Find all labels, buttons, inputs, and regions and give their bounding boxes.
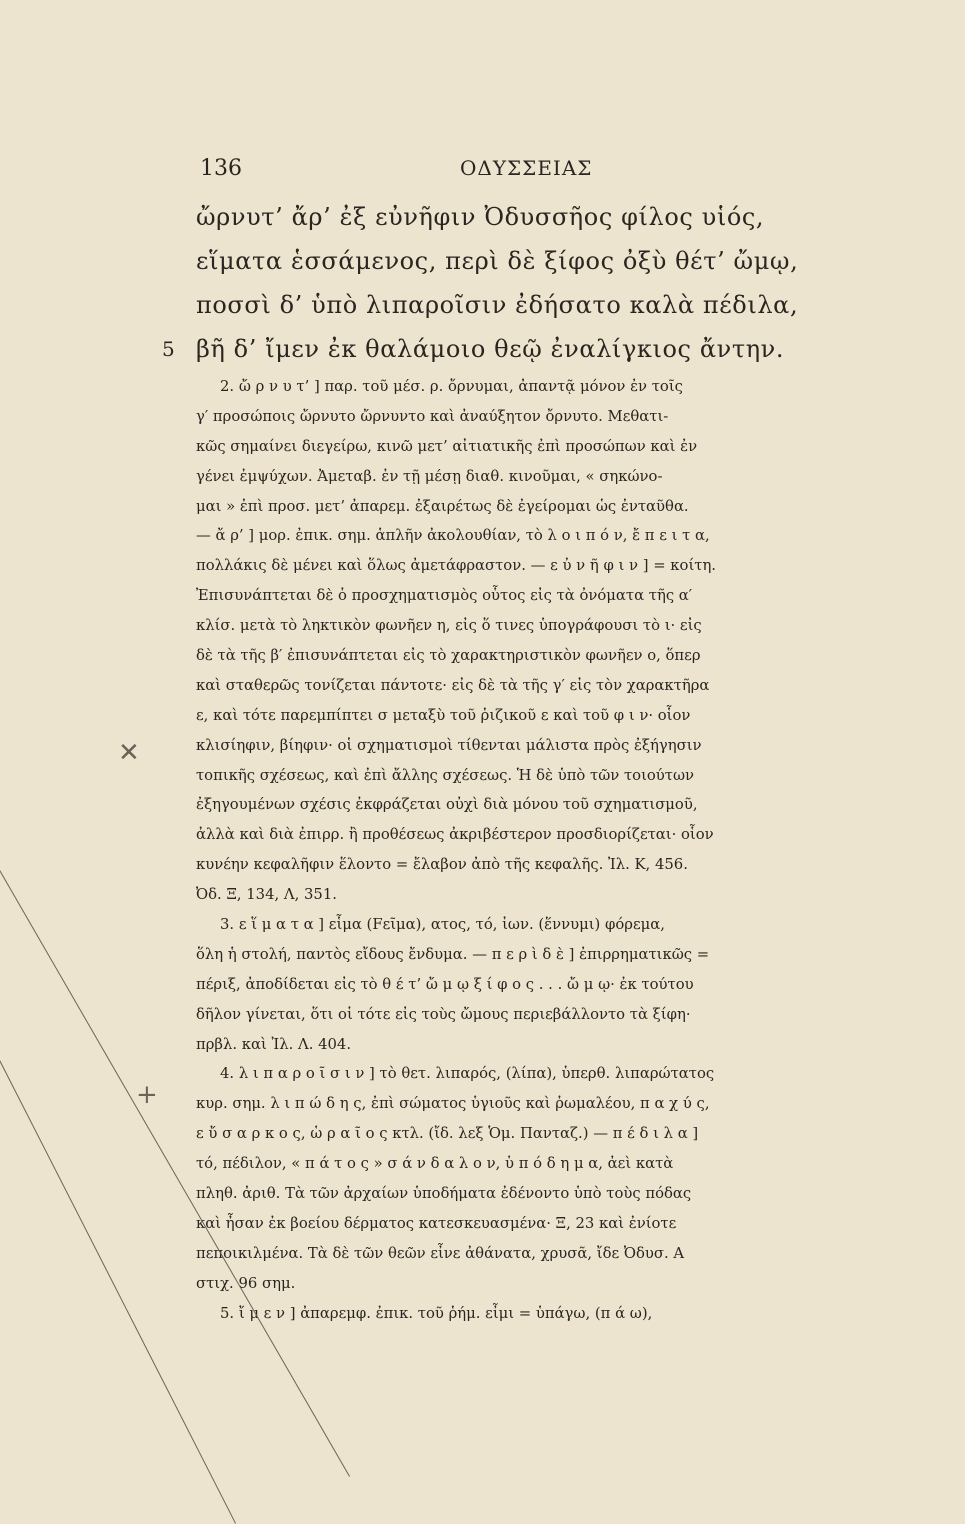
verse-line [196,239,861,283]
commentary-line: πεποικιλμένα. Τὰ δὲ τῶν θεῶν εἶνε ἀθάνατα, χρυσᾶ, ἴδε Ὀδυσ. Α [196,1244,685,1262]
verse-text: εἵματα ἑσσάμενος, περὶ δὲ ξίφος ὀξὺ θέτ’ ὤμῳ, [196,247,799,275]
commentary-line: 4. λ ι π α ρ ο ῖ σ ι ν ] τὸ θετ. λιπαρός, (λίπα), ὑπερθ. λιπαρώτατος [220,1065,715,1083]
commentary-line: τοπικῆς σχέσεως, καὶ ἐπὶ ἄλλης σχέσεως. Ἡ δὲ ὑπὸ τῶν τοιούτων [196,766,695,784]
verse-line [196,283,861,327]
commentary-line: 2. ὤ ρ ν υ τ’ ] παρ. τοῦ μέσ. ρ. ὄρνυμαι, ἀπαντᾷ μόνον ἐν τοῖς [220,378,683,395]
page-number: 136 [200,156,242,181]
margin-plus-mark: + [136,1080,158,1110]
running-title: ΟΔΥΣΣΕΙΑΣ [460,156,593,180]
commentary-line: δῆλον γίνεται, ὅτι οἱ τότε εἰς τοὺς ὤμους περιεβάλλοντο τὰ ξίφη· [196,1005,691,1023]
commentary-line: ἀλλὰ καὶ διὰ ἐπιρρ. ἢ προθέσεως ἀκριβέστερον προσδιορίζεται· οἷον [196,826,714,844]
page-header [200,156,855,186]
verse-number: 5 [162,337,176,361]
commentary-line: καὶ σταθερῶς τονίζεται πάντοτε· εἰς δὲ τὰ τῆς γ′ εἰς τὸν χαρακτῆρα [196,676,710,694]
commentary-line: 5. ἴ μ ε ν ] ἀπαρεμφ. ἐπικ. τοῦ ῥήμ. εἶμι = ὑπάγω, (π ά ω), [220,1304,653,1322]
commentary-line: 3. ε ἵ μ α τ α ] εἷμα (Fεῖμα), ατος, τό, ἰων. (ἕννυμι) φόρεμα, [220,916,665,934]
commentary-line: ἐξηγουμένων σχέσις ἐκφράζεται οὐχὶ διὰ μόνου τοῦ σχηματισμοῦ, [196,796,698,814]
verse-text: βῆ δ’ ἴμεν ἐκ θαλάμοιο θεῷ ἐναλίγκιος ἄντην. [196,335,785,363]
verse-text: ὤρνυτ’ ἄρ’ ἐξ εὐνῆφιν Ὀδυσσῆος φίλος υἱός, [196,203,765,231]
verse-line [162,327,861,371]
verse-block [162,195,861,371]
commentary-line: Ἐπισυνάπτεται δὲ ὁ προσχηματισμὸς οὗτος εἰς τὰ ὀνόματα τῆς α′ [196,587,693,605]
commentary-line: δὲ τὰ τῆς β′ ἐπισυνάπτεται εἰς τὸ χαρακτηριστικὸν φωνῆεν ο, ὅπερ [196,647,701,665]
commentary-line: Ὀδ. Ξ, 134, Λ, 351. [196,886,337,904]
commentary-line: μαι » ἐπὶ προσ. μετ’ ἀπαρεμ. ἐξαιρέτως δὲ ἐγείρομαι ὡς ἐνταῦθα. [196,497,689,515]
commentary-line: πληθ. ἀριθ. Τὰ τῶν ἀρχαίων ὑποδήματα ἐδένοντο ὑπὸ τοὺς πόδας [196,1185,692,1203]
commentary-line: κῶς σημαίνει διεγείρω, κινῶ μετ’ αἰτιατικῆς ἐπὶ προσώπων καὶ ἐν [196,437,698,455]
commentary-line: καὶ ἦσαν ἐκ βοείου δέρματος κατεσκευασμένα· Ξ, 23 καὶ ἐνίοτε [196,1214,677,1232]
commentary-line: πολλάκις δὲ μένει καὶ ὅλως ἀμετάφραστον. — ε ὐ ν ῆ φ ι ν ] = κοίτη. [196,557,717,575]
commentary-line: τό, πέδιλον, « π ά τ ο ς » σ ά ν δ α λ ο ν, ὑ π ό δ η μ α, ἀεὶ κατὰ [196,1155,674,1173]
verse-text: ποσσὶ δ’ ὑπὸ λιπαροῖσιν ἐδήσατο καλὰ πέδιλα, [196,291,799,319]
commentary-line: ὅλη ἡ στολή, παντὸς εἴδους ἔνδυμα. — π ε ρ ὶ δ ὲ ] ἐπιρρηματικῶς = [196,945,710,963]
commentary-line: κλίσ. μετὰ τὸ ληκτικὸν φωνῆεν η, εἰς ὅ τινες ὑπογράφουσι τὸ ι· εἰς [196,617,702,635]
margin-cross-mark: ✕ [118,738,140,768]
commentary-line: κλισίηφιν, βίηφιν· οἱ σχηματισμοὶ τίθενται μάλιστα πρὸς ἐξήγησιν [196,736,702,754]
commentary-line: γένει ἐμψύχων. Ἀμεταβ. ἐν τῇ μέσῃ διαθ. κινοῦμαι, « σηκώνο- [196,467,663,485]
commentary-line: ε ὔ σ α ρ κ ο ς, ὡ ρ α ῖ ο ς κτλ. (ἴδ. λεξ Ὁμ. Πανταζ.) — π έ δ ι λ α ] [196,1125,699,1143]
commentary-line: πέριξ, ἀποδίδεται εἰς τὸ θ έ τ’ ὤ μ ῳ ξ ί φ ο ς . . . ὤ μ ῳ· ἐκ τούτου [196,975,694,993]
commentary-line: πρβλ. καὶ Ἰλ. Λ. 404. [196,1035,352,1053]
commentary-line: — ἄ ρ’ ] μορ. ἐπικ. σημ. ἁπλῆν ἀκολουθίαν, τὸ λ ο ι π ό ν, ἔ π ε ι τ α, [196,527,710,545]
commentary-line: γ′ προσώποις ὤρνυτο ὤρνυντο καὶ ἀναύξητον ὄρνυτο. Μεθατι- [196,407,669,425]
commentary-block [196,372,856,1329]
commentary-line: κυνέην κεφαλῆφιν ἕλοντο = ἔλαβον ἀπὸ τῆς κεφαλῆς. Ἰλ. Κ, 456. [196,856,688,874]
commentary-line: κυρ. σημ. λ ι π ώ δ η ς, ἐπὶ σώματος ὑγιοῦς καὶ ῥωμαλέου, π α χ ύ ς, [196,1095,710,1113]
commentary-line: στιχ. 96 σημ. [196,1274,296,1292]
commentary-line: ε, καὶ τότε παρεμπίπτει σ μεταξὺ τοῦ ῥιζικοῦ ε καὶ τοῦ φ ι ν· οἷον [196,706,691,724]
verse-line [196,195,861,239]
